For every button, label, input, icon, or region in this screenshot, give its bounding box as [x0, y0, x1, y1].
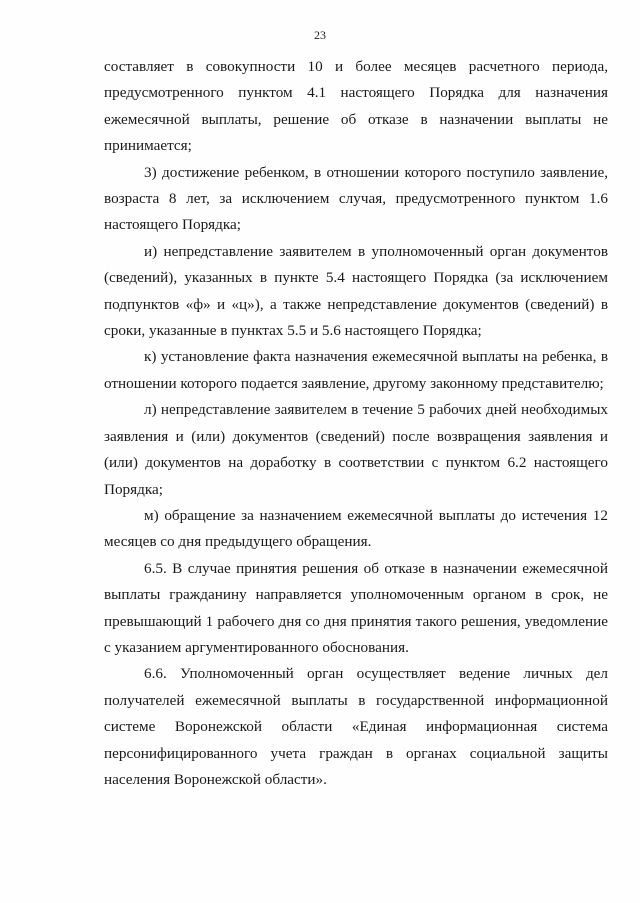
- paragraph-continuation: составляет в совокупности 10 и более месяцев расчетного периода, предусмотренного пунктом 4.1 настоящего Порядка для назначения ежемесячной выплаты, решение об отказе в назначении выплаты не принимается;: [104, 58, 608, 155]
- paragraph-item-i: и) непредставление заявителем в уполномоченный орган документов (сведений), указанных в пункте 5.4 настоящего Порядка (за исключением подпунктов «ф» и «ц»), а также непредставление документов (сведений) в сроки, указанные в пунктах 5.5 и 5.6 настоящего Порядка;: [104, 242, 608, 340]
- paragraph-section-6-5: 6.5. В случае принятия решения об отказе в назначении ежемесячной выплаты гражданину направляется уполномоченным органом в срок, не превышающий 1 рабочего дня со дня принятия такого решения, уведомление с указанием аргументированного обоснования.: [104, 559, 608, 656]
- document-body: [104, 54, 608, 793]
- paragraph-section-6-6: 6.6. Уполномоченный орган осуществляет ведение личных дел получателей ежемесячной выплаты в государственной информационной системе Воронежской области «Единая информационная система персонифицированного учета граждан в органах социальной защиты населения Воронежской области».: [104, 665, 608, 788]
- paragraph-item-m: м) обращение за назначением ежемесячной выплаты до истечения 12 месяцев со дня предыдущего обращения.: [104, 506, 608, 551]
- paragraph-item-l: л) непредставление заявителем в течение 5 рабочих дней необходимых заявления и (или) документов (сведений) после возвращения заявления и (или) документов на доработку в соответствии с пунктом 6.2 настоящего Порядка;: [104, 401, 608, 498]
- paragraph-item-3: 3) достижение ребенком, в отношении которого поступило заявление, возраста 8 лет, за исключением случая, предусмотренного пунктом 1.6 настоящего Порядка;: [104, 163, 608, 234]
- paragraph-item-k: к) установление факта назначения ежемесячной выплаты на ребенка, в отношении которого подается заявление, другому законному представителю;: [104, 348, 608, 392]
- page-number: 23: [314, 28, 326, 42]
